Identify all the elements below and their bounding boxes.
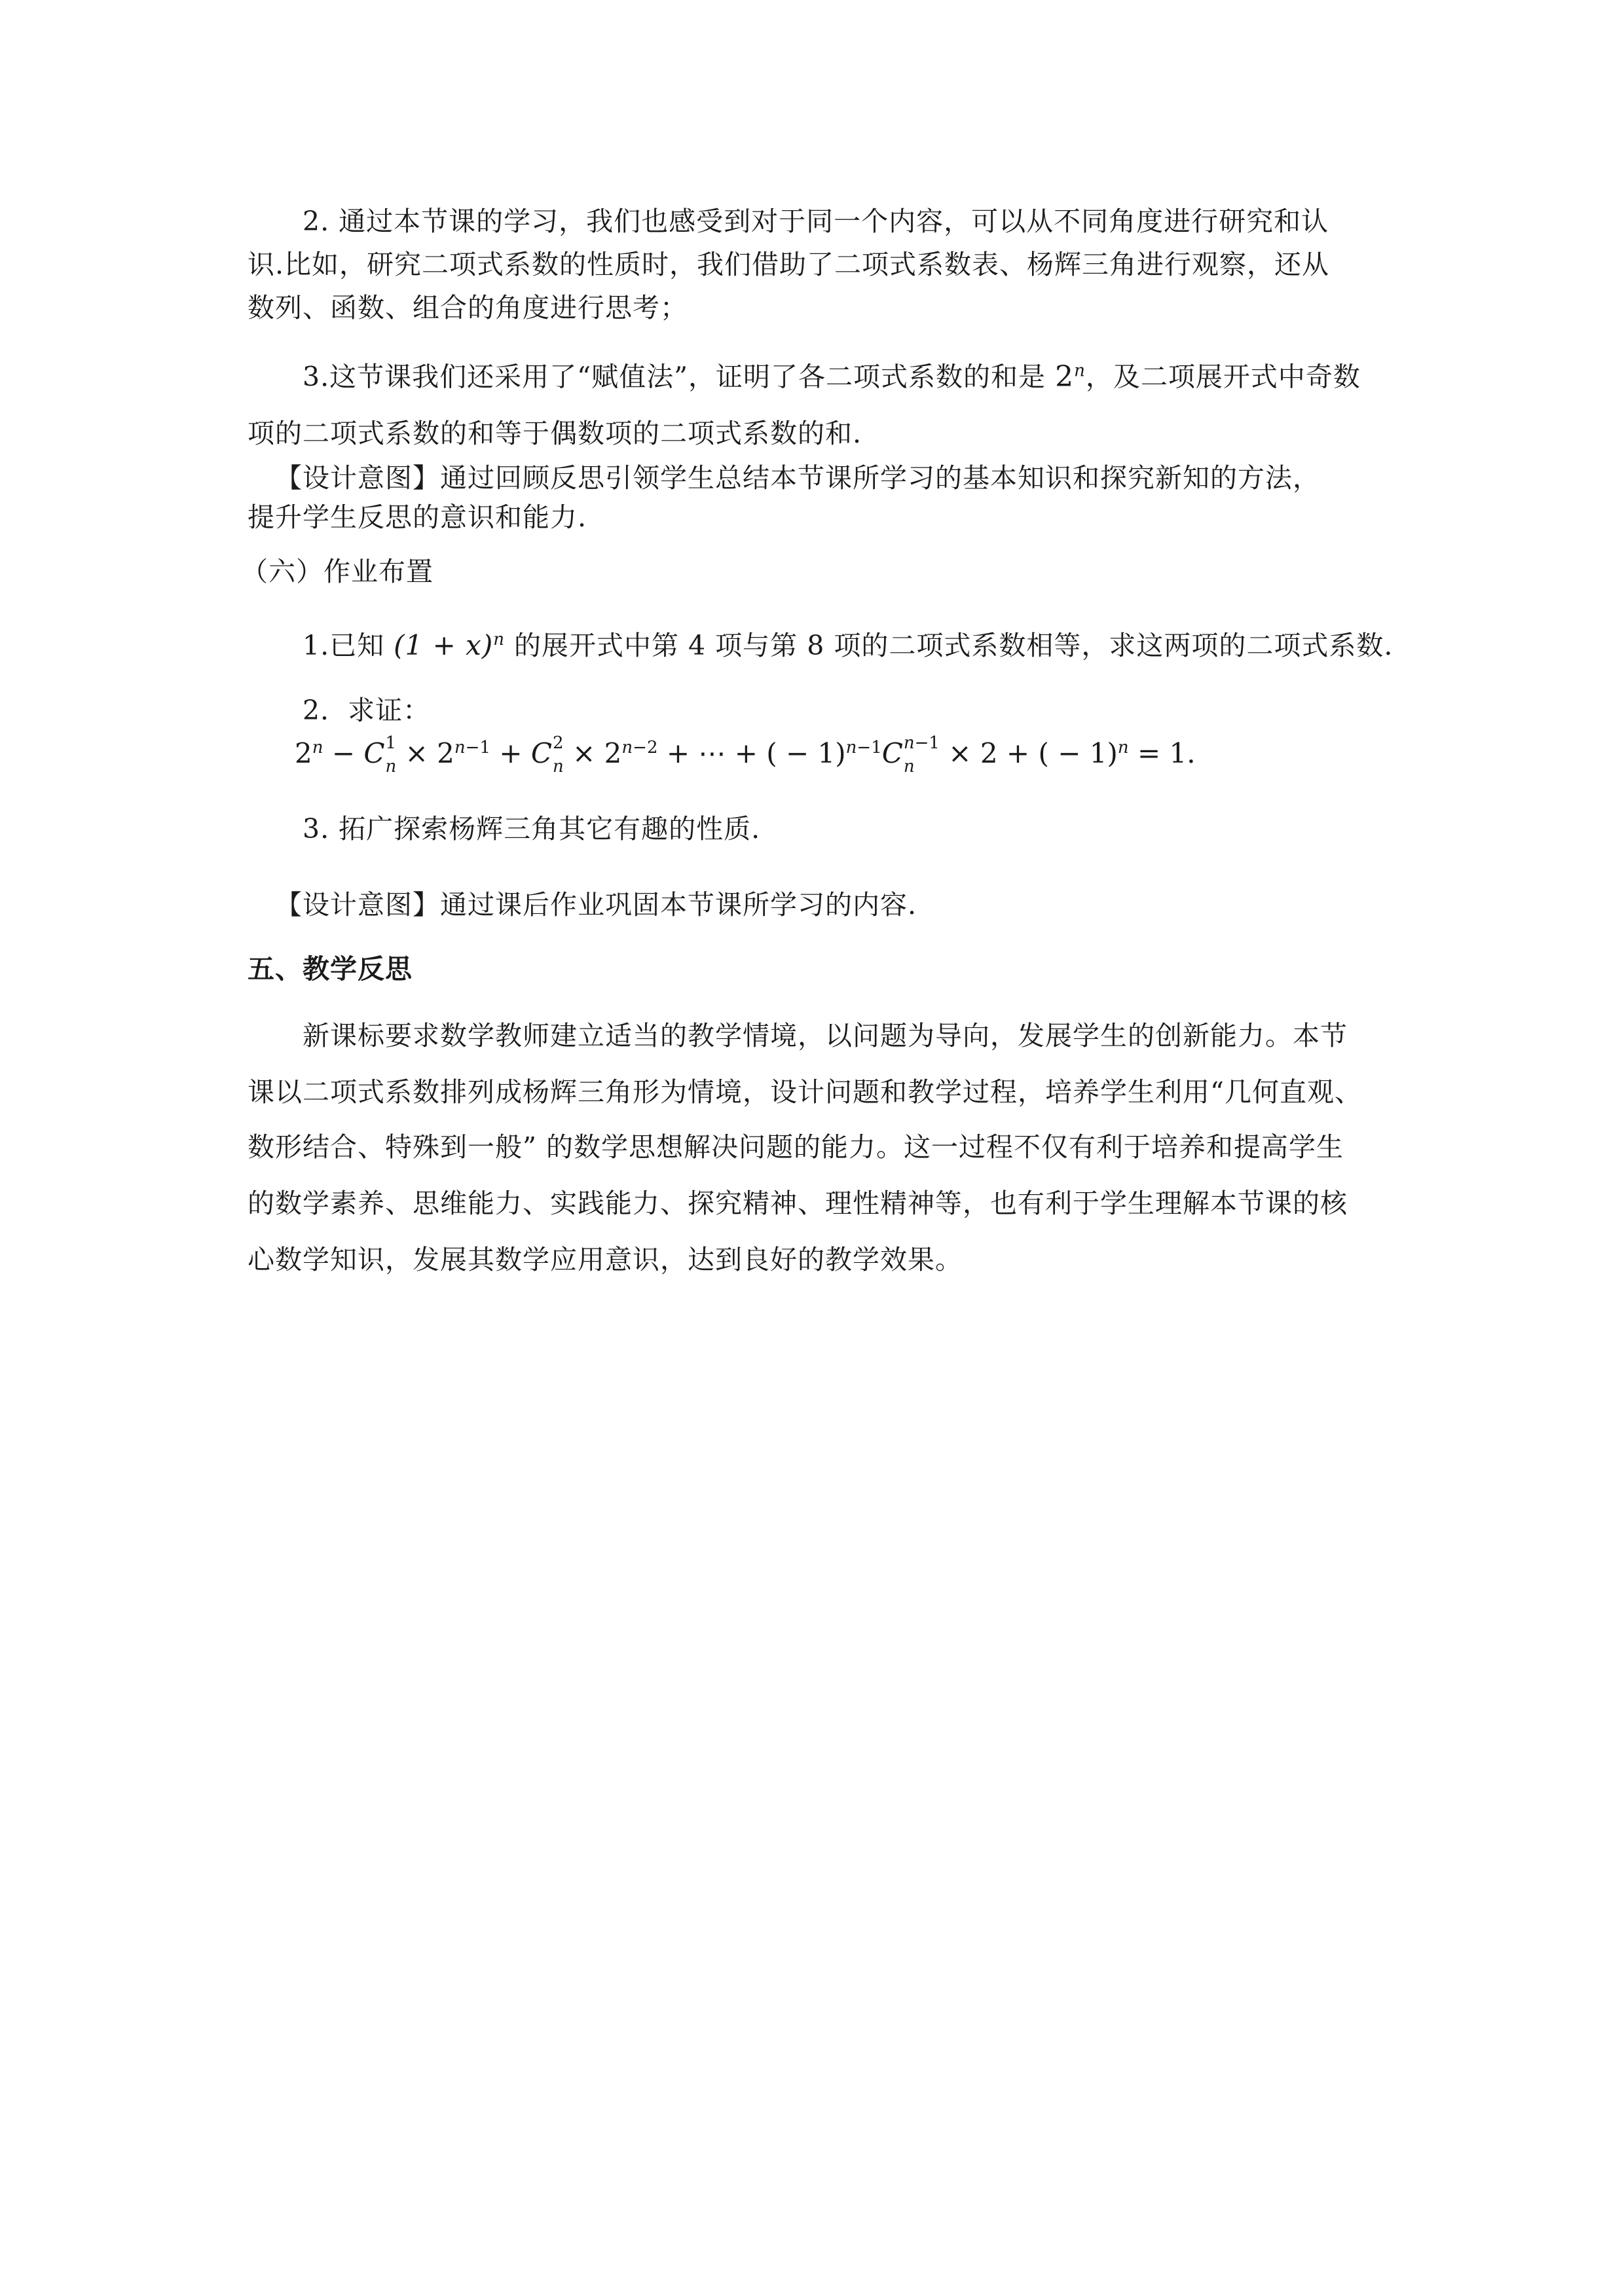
reflection-line1: 新课标要求数学教师建立适当的教学情境，以问题为导向，发展学生的创新能力。本节 [303, 1020, 1348, 1051]
homework-q1-pre: 1.已知 [303, 630, 394, 661]
power-exponent: n [1074, 361, 1086, 380]
summary-item2-line1: 2. 通过本节课的学习，我们也感受到对于同一个内容，可以从不同角度进行研究和认 [303, 206, 1329, 237]
binomial-base: (1 + x) [394, 629, 494, 661]
homework-q2-label: 2．求证： [303, 695, 431, 726]
summary-intent-line1: 【设计意图】通过回顾反思引领学生总结本节课所学习的基本知识和探究新知的方法， [275, 462, 1320, 494]
homework-q1-post: 的展开式中第 4 项与第 8 项的二项式系数相等，求这两项的二项式系数. [504, 630, 1393, 661]
binomial-formula [394, 629, 505, 661]
summary-item3-line1 [303, 359, 1361, 393]
reflection-line4: 的数学素养、思维能力、实践能力、探究精神、理性精神等，也有利于学生理解本节课的核 [248, 1188, 1348, 1219]
homework-q1 [303, 631, 1393, 659]
reflection-line3: 数形结合、特殊到一般” 的数学思想解决问题的能力。这一过程不仅有利于培养和提高学生 [248, 1131, 1344, 1163]
summary-item3-text-post: ，及二项展开式中奇数 [1085, 361, 1361, 393]
homework-heading: （六）作业布置 [241, 556, 434, 587]
summary-item2-line2: 识.比如，研究二项式系数的性质时，我们借助了二项式系数表、杨辉三角进行观察，还从 [248, 249, 1330, 280]
binomial-exponent: n [493, 630, 505, 649]
summary-item2-line3: 数列、函数、组合的角度进行思考； [248, 292, 688, 323]
homework-intent: 【设计意图】通过课后作业巩固本节课所学习的内容. [275, 889, 917, 920]
summary-intent-line2: 提升学生反思的意识和能力. [248, 501, 587, 533]
homework-q2-formula: $2^n - C$ 1 n × $2^{n-1} + C$ 2 n × $2^{n-2}$ + ⋯ + ( − 1)$^{n-1}$C n−1 n × 2 + ( − 1)$^n$ = 1. [295, 733, 1196, 776]
homework-q2-rhs: = 1. [1137, 737, 1196, 769]
reflection-line5: 心数学知识，发展其数学应用意识，达到良好的教学效果。 [248, 1244, 963, 1275]
reflection-heading: 五、教学反思 [248, 953, 413, 985]
power-of-two-formula [1055, 360, 1086, 393]
power-base: 2 [1055, 359, 1075, 393]
summary-item3-line2: 项的二项式系数的和等于偶数项的二项式系数的和. [248, 418, 862, 449]
summary-item3-text-pre: 3.这节课我们还采用了“赋值法”，证明了各二项式系数的和是 [303, 361, 1056, 393]
homework-q3: 3. 拓广探索杨辉三角其它有趣的性质. [303, 813, 761, 845]
reflection-line2: 课以二项式系数排列成杨辉三角形为情境，设计问题和教学过程，培养学生利用“几何直观、 [248, 1076, 1362, 1108]
